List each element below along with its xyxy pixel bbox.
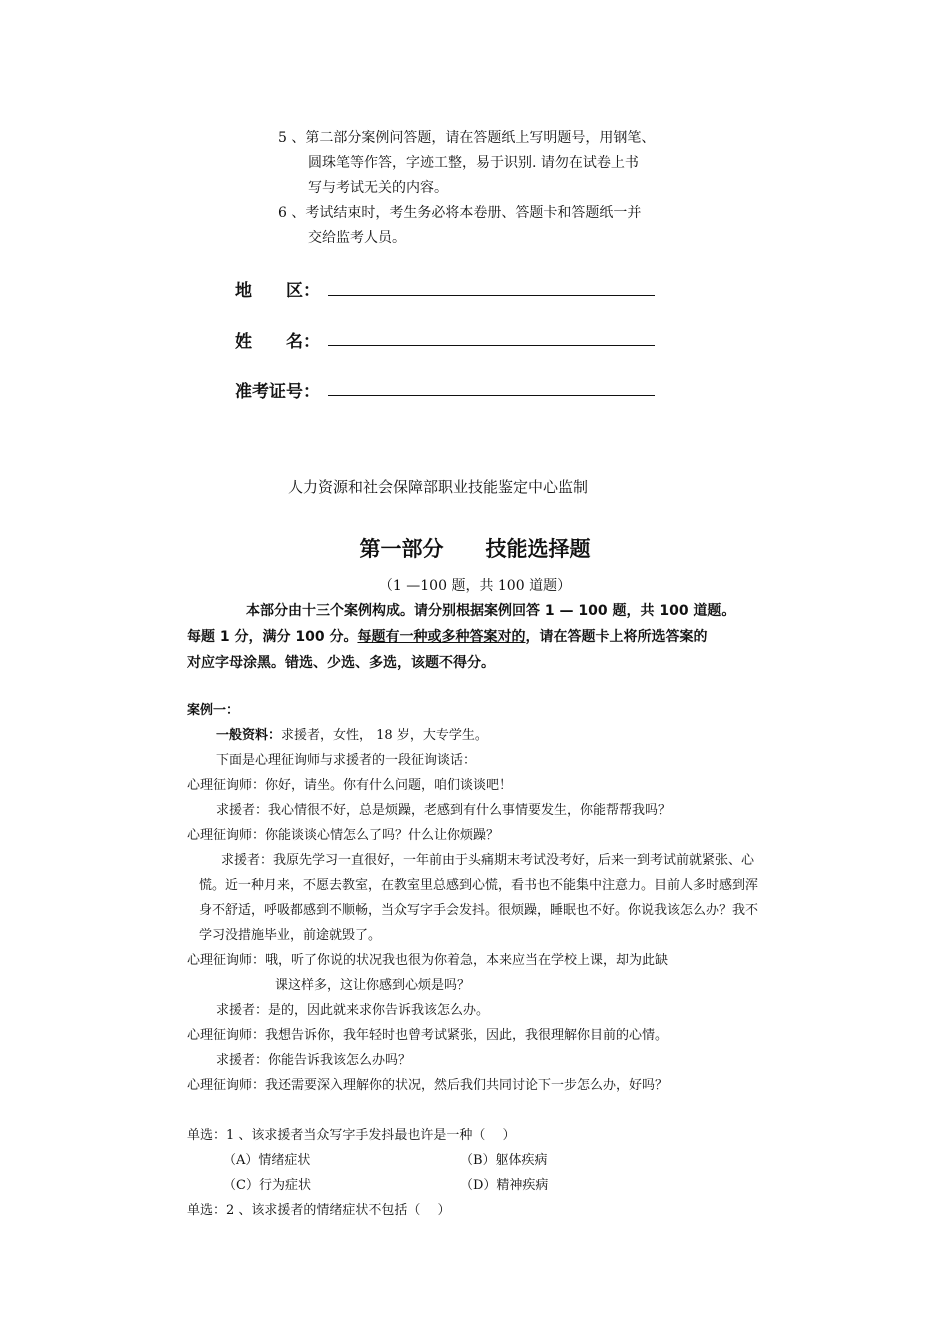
dialogue-line: 心理征询师：你能谈谈心情怎么了吗？什么让你烦躁？	[187, 828, 500, 843]
dialogue-line: 求援者：我原先学习一直很好，一年前由于头痛期末考试没考好，后来一到考试前就紧张、心	[221, 853, 755, 868]
dialogue-line: 身不舒适，呼吸都感到不顺畅，当众写字手会发抖。很烦躁，睡眠也不好。你说我该怎么办？我不	[199, 903, 759, 918]
ticket-label: 准考证号：	[235, 382, 320, 402]
issuer-text: 人力资源和社会保障部职业技能鉴定中心监制	[288, 478, 589, 496]
region-label: 地 区：	[235, 281, 320, 301]
part1-intro-underlined: 每题有一种或多种答案对的	[357, 629, 526, 645]
question-1-option-a[interactable]: （A）情绪症状	[223, 1153, 311, 1168]
instruction-6-line1: 6 、考试结束时，考生务必将本卷册、答题卡和答题纸一并	[278, 205, 642, 221]
dialogue-line: 求援者：是的，因此就来求你告诉我该怎么办。	[216, 1003, 490, 1018]
dialogue-line: 课这样多，这让你感到心烦是吗？	[275, 978, 471, 993]
dialogue-line: 心理征询师：哦，听了你说的状况我也很为你着急，本来应当在学校上课，却为此缺	[187, 953, 669, 968]
part1-intro-line2-pre: 每题 1 分，满分 100 分。	[187, 629, 358, 645]
name-label: 姓 名：	[235, 332, 320, 352]
question-1-option-b[interactable]: （B）躯体疾病	[460, 1153, 548, 1168]
question-1-stem: 单选：1 、该求援者当众写字手发抖最也许是一种（ ）	[187, 1128, 516, 1143]
dialogue-line: 心理征询师：我想告诉你，我年轻时也曾考试紧张，因此，我很理解你目前的心情。	[187, 1028, 669, 1043]
dialogue-line: 学习没措施毕业，前途就毁了。	[199, 928, 382, 943]
dialogue-line: 求援者：你能告诉我该怎么办吗？	[216, 1053, 412, 1068]
dialogue-line: 心理征询师：我还需要深入理解你的状况，然后我们共同讨论下一步怎么办，好吗？	[187, 1078, 669, 1093]
part1-intro-line1: 本部分由十三个案例构成。请分别根据案例回答 1 — 100 题，共 100 道题。	[246, 603, 736, 619]
part1-intro-line2-post: ，请在答题卡上将所选答案的	[525, 629, 708, 645]
case1-heading: 案例一：	[187, 703, 240, 718]
part1-title: 第一部分 技能选择题	[359, 537, 591, 561]
part1-intro-line3: 对应字母涂黑。错选、少选、多选，该题不得分。	[187, 655, 495, 671]
case1-lead: 下面是心理征询师与求援者的一段征询谈话：	[216, 753, 477, 768]
ticket-field-line	[328, 395, 655, 396]
name-field-line	[328, 345, 655, 346]
region-field-line	[328, 295, 655, 296]
case1-general-label: 一般资料：	[216, 728, 282, 743]
part1-subtitle: （1 —100 题，共 100 道题）	[378, 578, 572, 594]
instruction-5-line2: 圆珠笔等作答，字迹工整，易于识别. 请勿在试卷上书	[308, 155, 639, 171]
case1-general-text: 求援者，女性， 18 岁，大专学生。	[281, 728, 488, 743]
dialogue-line: 慌。近一种月来，不愿去教室，在教室里总感到心慌，看书也不能集中注意力。目前人多时感到浑	[199, 878, 759, 893]
dialogue-line: 心理征询师：你好，请坐。你有什么问题，咱们谈谈吧！	[187, 778, 513, 793]
instruction-5-line3: 写与考试无关的内容。	[308, 180, 448, 196]
part1-intro-line2	[187, 624, 707, 650]
question-2-stem: 单选：2 、该求援者的情绪症状不包括（ ）	[187, 1203, 451, 1218]
question-1-option-d[interactable]: （D）精神疾病	[460, 1178, 549, 1193]
case1-general	[216, 724, 488, 748]
dialogue-line: 求援者：我心情很不好，总是烦躁，老感到有什么事情要发生，你能帮帮我吗？	[216, 803, 672, 818]
instruction-5-line1: 5 、第二部分案例问答题，请在答题纸上写明题号，用钢笔、	[278, 130, 656, 146]
question-1-option-c[interactable]: （C）行为症状	[223, 1178, 311, 1193]
instruction-6-line2: 交给监考人员。	[308, 230, 406, 246]
